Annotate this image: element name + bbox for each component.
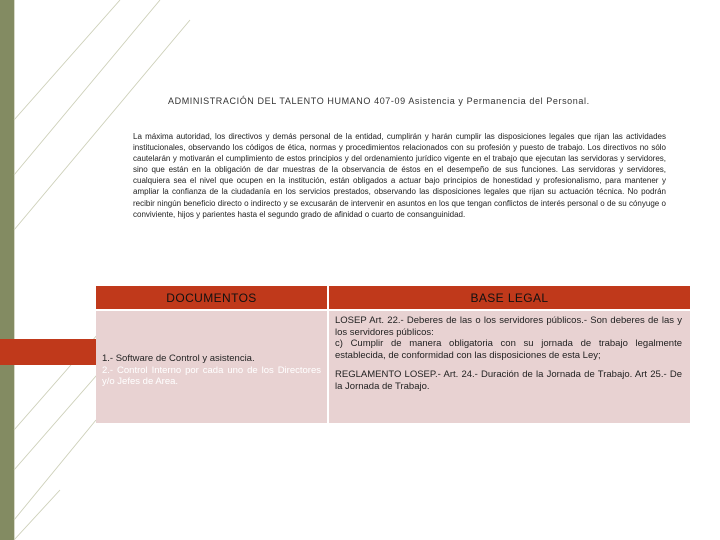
page-title: ADMINISTRACIÓN DEL TALENTO HUMANO 407-09 Asistencia y Permanencia del Personal. bbox=[168, 96, 590, 106]
header-documentos: DOCUMENTOS bbox=[96, 286, 328, 310]
losep-article: LOSEP Art. 22.- Deberes de las o los servidores públicos.- Son deberes de las y los servidores públicos: bbox=[335, 315, 682, 338]
losep-clause-c: c) Cumplir de manera obligatoria con su jornada de trabajo legalmente establecida, de conformidad con las disposiciones de esta Ley; bbox=[335, 338, 682, 361]
decorative-lines bbox=[0, 0, 200, 540]
header-base-legal: BASE LEGAL bbox=[328, 286, 690, 310]
documentos-cell bbox=[96, 310, 328, 423]
documento-item: 1.- Software de Control y asistencia. bbox=[102, 353, 255, 364]
documento-item: 2.- Control Interno por cada uno de los Directores y/o Jefes de Area. bbox=[102, 364, 321, 388]
red-accent-tab bbox=[0, 339, 96, 365]
base-legal-cell bbox=[328, 310, 690, 423]
reglamento-losep: REGLAMENTO LOSEP.- Art. 24.- Duración de la Jornada de Trabajo. Art 25.- De la Jornada de Trabajo. bbox=[335, 369, 682, 392]
body-paragraph: La máxima autoridad, los directivos y demás personal de la entidad, cumplirán y harán cumplir las disposiciones legales que rijan las actividades institucionales, observando los códigos de ética, normas y procedimientos relacionados con su profesión y puesto de trabajo. Los directivos no sólo cautelarán y motivarán el cumplimiento de estos principios y del ordenamiento jurídico vigente en el trabajo que ejecutan las servidoras y servidores, sino que están en la obligación de dar muestras de la observancia de éstos en el desempeño de sus funciones. Las servidoras y servidores, cualquiera sea el nivel que ocupen en la institución, están obligados a actuar bajo principios de honestidad y profesionalismo, para mantener y ampliar la confianza de la ciudadanía en los servicios prestados, observando las disposiciones legales que rijan su actuación técnica. No podrán recibir ningún beneficio directo o indirecto y se excusarán de intervenir en asuntos en los que tengan conflictos de interés personal o de su cónyuge o conviviente, hijos y parientes hasta el segundo grado de afinidad o cuarto de consanguinidad. bbox=[133, 132, 666, 219]
documents-table bbox=[96, 286, 690, 423]
